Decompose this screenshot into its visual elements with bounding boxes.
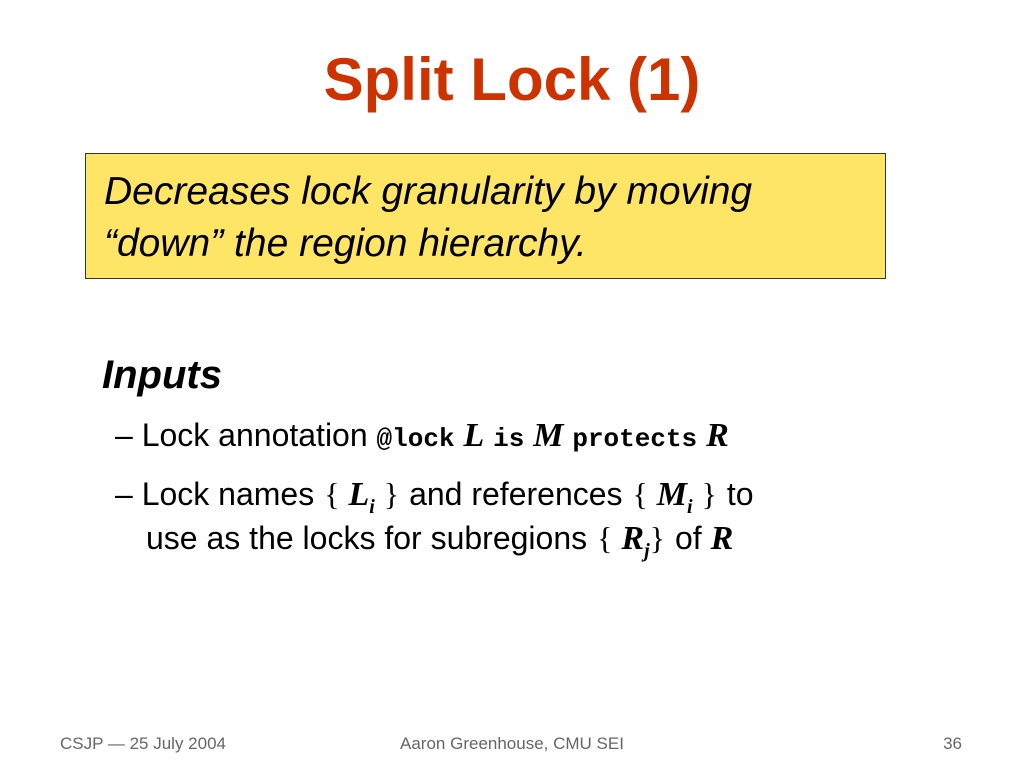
bullet-dash: – [115,476,133,512]
brace-open: { [324,476,340,512]
bullet-lock-annotation [115,413,729,461]
slide-title: Split Lock (1) [323,46,701,113]
keyword-lock: @lock [376,424,455,454]
variable-l: L [348,476,370,513]
footer-event-date: CSJP — 25 July 2004 [60,734,226,753]
subscript-i: i [369,496,375,518]
subscript-j: j [644,540,650,562]
keyword-protects: protects [572,424,698,454]
brace-close: } [649,520,665,556]
bullet-text-of: of [674,520,702,556]
variable-r: R [621,520,645,557]
bullet-lock-names [115,472,754,521]
variable-m: M [533,417,564,454]
inputs-heading: Inputs [102,353,222,397]
variable-r: R [710,520,734,557]
brace-open: { [632,476,648,512]
bullet-lock-names-continuation [146,516,733,565]
brace-close: } [701,476,717,512]
keyword-is: is [493,424,525,454]
bullet-text-lock-names: Lock names [141,476,315,512]
subscript-i: i [687,496,693,518]
footer-page-number: 36 [943,734,962,753]
variable-m: M [656,476,688,513]
variable-r: R [706,417,729,454]
bullet-text-to: to [726,476,754,512]
footer-author: Aaron Greenhouse, CMU SEI [400,734,624,753]
bullet-text-references: and references [409,476,623,512]
variable-l: L [463,417,485,454]
brace-close: } [383,476,400,512]
bullet-dash: – [115,417,133,453]
definition-callout [85,153,886,279]
bullet-text: Lock annotation [141,417,368,453]
callout-line-2: “down” the region hierarchy. [104,222,587,265]
callout-line-1: Decreases lock granularity by moving [104,170,753,213]
bullet-text-subregions: use as the locks for subregions [146,520,588,556]
brace-open: { [597,520,613,556]
